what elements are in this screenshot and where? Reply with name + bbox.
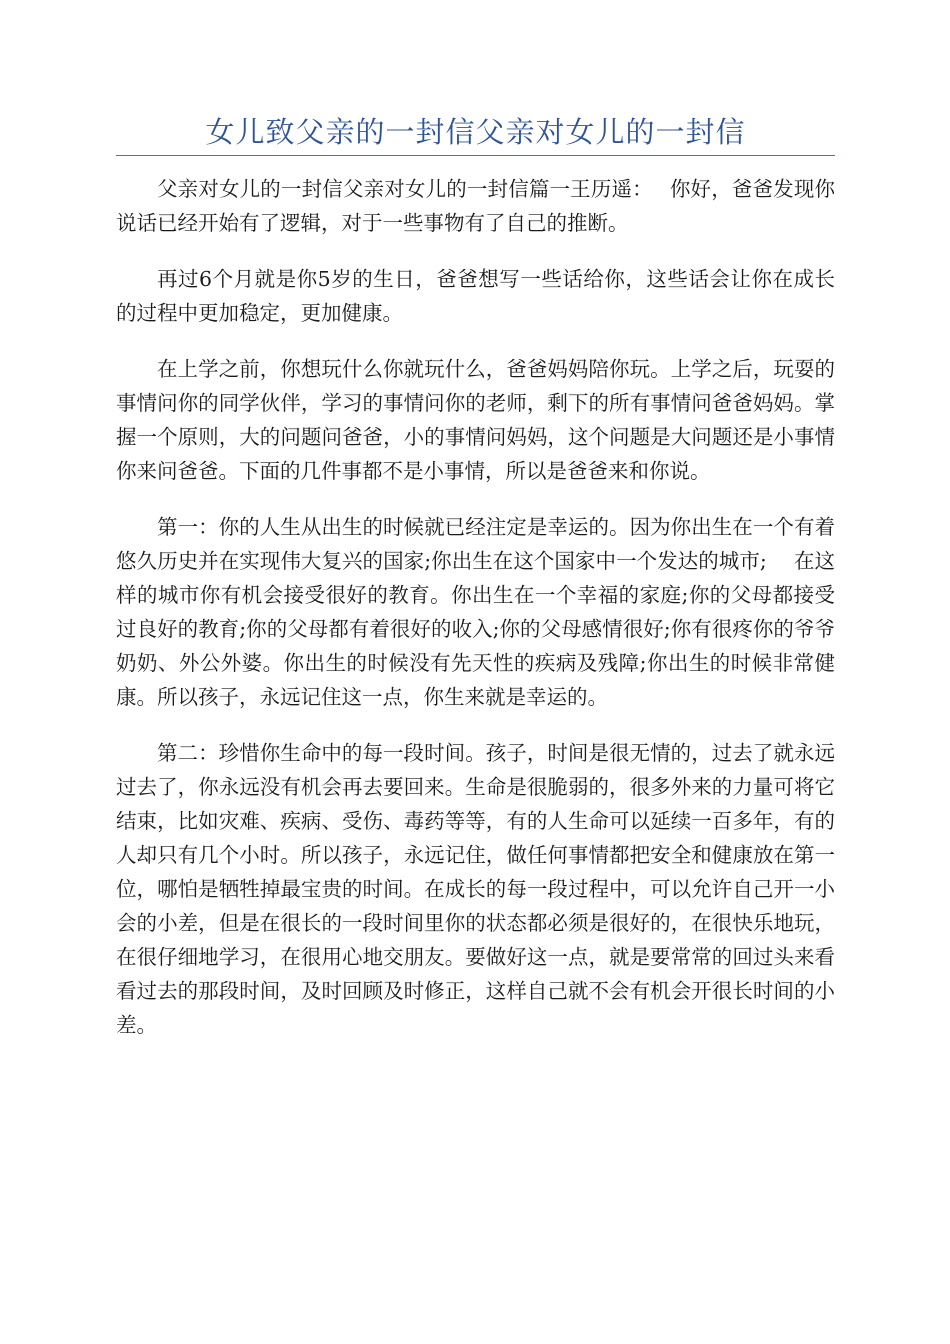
paragraph-3: 在上学之前，你想玩什么你就玩什么，爸爸妈妈陪你玩。上学之后，玩耍的事情问你的同学伙伴，学习的事情问你的老师，剩下的所有事情问爸爸妈妈。掌握一个原则，大的问题问爸爸，小的事情问妈妈，这个问题是大问题还是小事情你来问爸爸。下面的几件事都不是小事情，所以是爸爸来和你说。 (116, 357, 835, 483)
paragraph-2: 再过6个月就是你5岁的生日，爸爸想写一些话给你，这些话会让你在成长的过程中更加稳定，更加健康。 (116, 267, 835, 325)
title-underline (116, 155, 835, 156)
paragraph-5: 第二：珍惜你生命中的每一段时间。孩子，时间是很无情的，过去了就永远过去了，你永远没有机会再去要回来。生命是很脆弱的，很多外来的力量可将它结束，比如灾难、疾病、受伤、毒药等等，有的人生命可以延续一百多年，有的人却只有几个小时。所以孩子，永远记住，做任何事情都把安全和健康放在第一位，哪怕是牺牲掉最宝贵的时间。在成长的每一段过程中，可以允许自己开一小会的小差，但是在很长的一段时间里你的状态都必须是很好的，在很快乐地玩，在很仔细地学习，在很用心地交朋友。要做好这一点，就是要常常的回过头来看看过去的那段时间，及时回顾及时修正，这样自己就不会有机会开很长时间的小差。 (116, 741, 835, 1037)
title-block (116, 110, 835, 156)
paragraph-1: 父亲对女儿的一封信父亲对女儿的一封信篇一王历遥： 你好，爸爸发现你说话已经开始有了逻辑，对于一些事物有了自己的推断。 (116, 177, 835, 235)
document-title: 女儿致父亲的一封信父亲对女儿的一封信 (205, 115, 746, 149)
document-body (116, 172, 835, 1064)
paragraph-4: 第一：你的人生从出生的时候就已经注定是幸运的。因为你出生在一个有着悠久历史并在实现伟大复兴的国家;你出生在这个国家中一个发达的城市; 在这样的城市你有机会接受很好的教育。你出生在一个幸福的家庭;你的父母都接受过良好的教育;你的父母都有着很好的收入;你的父母感情很好;你有很疼你的爷爷奶奶、外公外婆。你出生的时候没有先天性的疾病及残障;你出生的时候非常健康。所以孩子，永远记住这一点，你生来就是幸运的。 (116, 515, 835, 709)
